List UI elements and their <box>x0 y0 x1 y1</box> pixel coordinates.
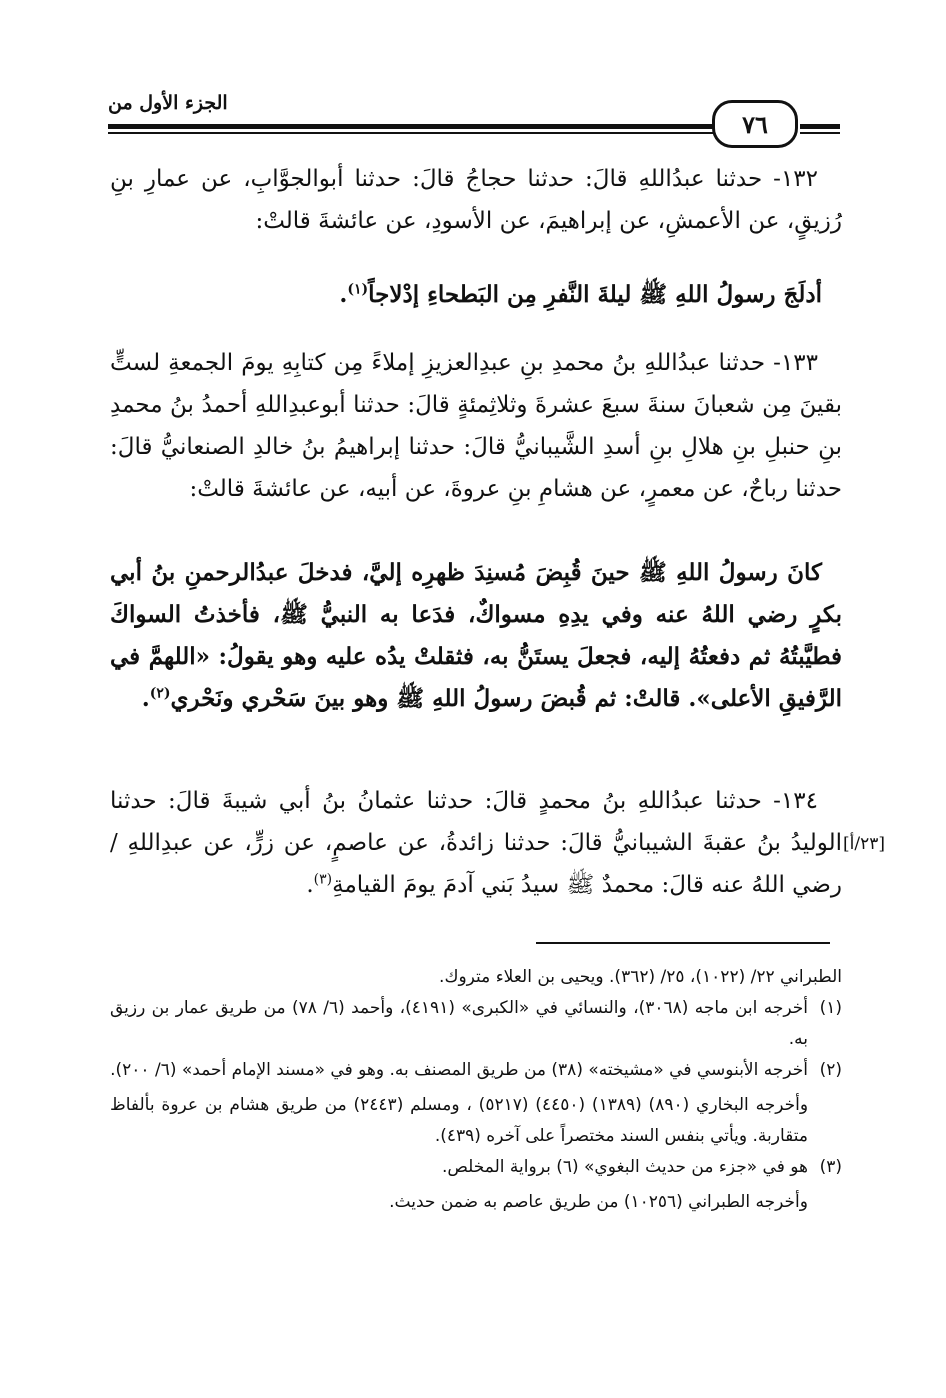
header-rule-thin <box>108 132 714 134</box>
footnote-3 <box>110 1152 842 1183</box>
footnote-2-continuation: وأخرجه البخاري (٨٩٠) (١٣٨٩) (٤٤٥٠) (٥٢١٧) ، ومسلم (٢٤٤٣) من طريق هشام بن عروة بألفاظ متقاربة. ويأتي بنفس السند مختصراً على آخره (٤٣٩). <box>110 1095 809 1146</box>
footnote-3-number: (٣) <box>819 1157 842 1177</box>
hadith-133-matn-text: كانَ رسولُ اللهِ ﷺ حينَ قُبِضَ مُسنِدَ ظهرِه إليَّ، فدخلَ عبدُالرحمنِ بنُ أبي بكرٍ رضي اللهُ عنه وفي يدِهِ مسواكٌ، فدَعا به النبيُّ ﷺ، فأخذتُ السواكَ فطيَّبتُهُ ثم دفعتُهُ إليه، فجعلَ يستَنُّ به، فثقلتْ يدُه عليه وهو يقولُ: «اللهمَّ في الرَّفيقِ الأعلى». قالتْ: ثم قُبضَ رسولُ اللهِ ﷺ وهو بينَ سَحْري ونَحْري <box>110 559 842 712</box>
hadith-132-matn <box>110 274 842 316</box>
hadith-133-isnad <box>110 342 842 510</box>
hadith-132-isnad <box>110 158 842 242</box>
hadith-134-end: . <box>306 872 314 898</box>
hadith-134-isnad-text: ١٣٤- حدثنا عبدُاللهِ بنُ محمدٍ قالَ: حدثنا عثمانُ بنُ أبي شيبةَ قالَ: حدثنا الوليدُ بنُ عقبةَ الشيبانيُّ قالَ: حدثنا زائدةُ، عن عاصمٍ، عن زرٍّ، عن عبدِاللهِ / رضي اللهُ عنه قالَ: محمدٌ ﷺ سيدُ بَني آدمَ يومَ القيامةِ <box>110 788 842 898</box>
hadith-132-matn-text: أدلَجَ رسولُ اللهِ ﷺ ليلةَ النَّفرِ مِن البَطحاءِ إدْلاجاً <box>368 281 822 308</box>
page-number: ٧٦ <box>712 100 798 148</box>
hadith-132-end: . <box>339 281 348 308</box>
footnote-2 <box>110 1055 842 1086</box>
hadith-133-end: . <box>141 685 150 712</box>
header-rule-right-thin <box>800 132 840 134</box>
footnote-separator <box>536 942 830 944</box>
footnote-3-text: هو في «جزء من حديث البغوي» (٦) برواية المخلص. <box>441 1157 808 1177</box>
footnote-3-continuation: وأخرجه الطبراني (١٠٢٥٦) من طريق عاصم به ضمن حديث. <box>389 1192 808 1212</box>
footnote-2-text: أخرجه الأبنوسي في «مشيخته» (٣٨) من طريق المصنف به. وهو في «مسند الإمام أحمد» (٦/ ٢٠٠). <box>110 1060 808 1080</box>
hadith-133-isnad-text: ١٣٣- حدثنا عبدُاللهِ بنُ محمدِ بنِ عبدِالعزيزِ إملاءً مِن كتابِهِ يومَ الجمعةِ لستٍّ بقينَ مِن شعبانَ سنةَ سبعَ عشرةَ وثلاثِمئةٍ قالَ: حدثنا أبوعبدِاللهِ أحمدُ بنُ محمدِ بنِ حنبلِ بنِ هلالِ بنِ أسدِ الشَّيبانيُّ قالَ: حدثنا إبراهيمُ بنُ خالدِ الصنعانيُّ قالَ: حدثنا رباحٌ، عن معمرٍ، عن هشامِ بنِ عروةَ، عن أبيه، عن عائشةَ قالتْ: <box>110 350 842 502</box>
hadith-132-isnad-text: ١٣٢- حدثنا عبدُاللهِ قالَ: حدثنا حجاجُ قالَ: حدثنا أبوالجوَّابِ، عن عمارِ بنِ رُزيقٍ، عن الأعمشِ، عن إبراهيمَ، عن الأسودِ، عن عائشةَ قالتْ: <box>110 166 842 234</box>
header-rule-thick <box>108 124 714 129</box>
hadith-134-text <box>110 780 842 906</box>
footnote-carryover: الطبراني ٢٢/ (١٠٢٢)، ٢٥/ (٣٦٢). ويحيى بن العلاء متروك. <box>439 967 842 987</box>
footnote-ref-1[interactable]: (١) <box>347 281 369 298</box>
footnotes-section <box>110 962 842 1218</box>
footnote-ref-3[interactable]: (٣) <box>313 871 333 888</box>
footnote-1 <box>110 993 842 1055</box>
footnote-1-text: أخرجه ابن ماجه (٣٠٦٨)، والنسائي في «الكبرى» (٤١٩١)، وأحمد (٦/ ٧٨) من طريق عمار بن رزيق به. <box>110 998 808 1049</box>
footnote-2-number: (٢) <box>819 1060 842 1080</box>
hadith-133-matn <box>110 552 842 720</box>
footnote-1-number: (١) <box>819 998 842 1018</box>
header-rule-right-thick <box>800 124 840 129</box>
manuscript-folio-ref: [٢٣/أ] <box>843 834 885 854</box>
running-header-title: الجزء الأول من <box>108 92 228 114</box>
footnote-ref-2[interactable]: (٢) <box>149 685 171 702</box>
